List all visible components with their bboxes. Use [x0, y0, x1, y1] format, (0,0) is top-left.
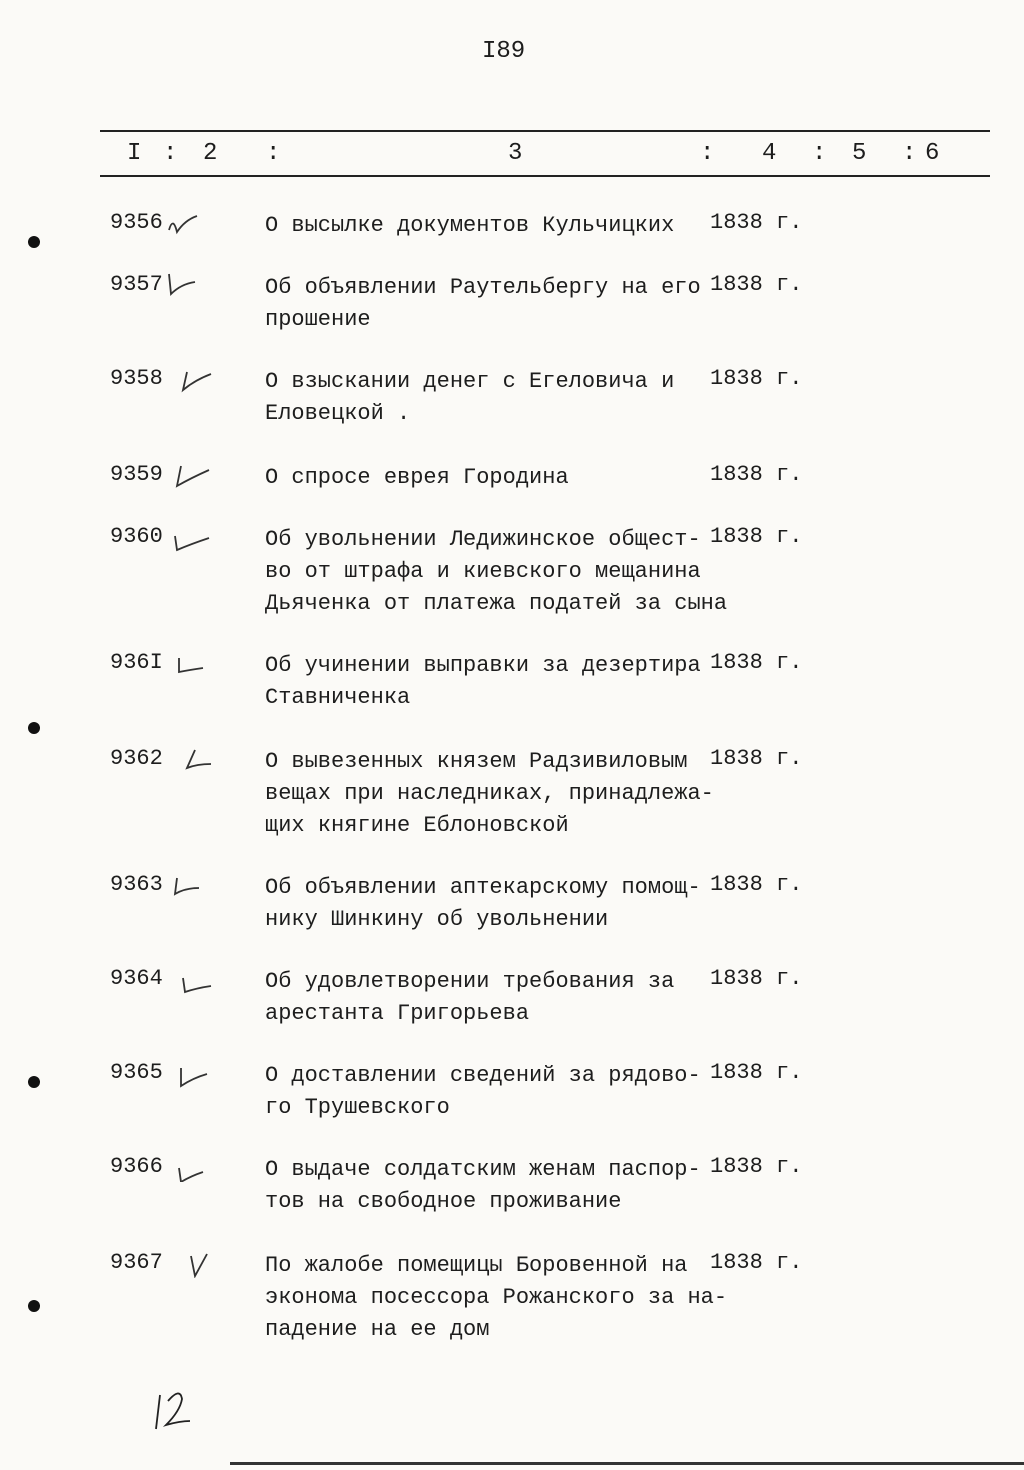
header-col-6: 6	[925, 140, 940, 167]
entry-year: 1838 г.	[710, 966, 803, 991]
entry-title	[265, 366, 725, 430]
check-mark-icon	[165, 648, 215, 678]
entry-title	[265, 746, 725, 842]
entry-title-line: вещах при наследниках, принадлежа-	[265, 781, 714, 806]
header-col-4: 4	[762, 140, 777, 167]
entry-year: 1838 г.	[710, 210, 803, 235]
entry-title	[265, 210, 725, 242]
entry-number: 9362	[110, 746, 163, 771]
header-separator: :	[812, 140, 827, 167]
entry-title	[265, 272, 725, 336]
entry-title-line: О спросе еврея Городина	[265, 465, 569, 490]
entry-number: 9359	[110, 462, 163, 487]
punch-hole	[28, 1300, 40, 1312]
entry-title	[265, 524, 728, 620]
punch-hole	[28, 236, 40, 248]
entry-year: 1838 г.	[710, 272, 803, 297]
entry-number: 9360	[110, 524, 163, 549]
entry-title-line: Об увольнении Ледижинское общест-	[265, 527, 701, 552]
check-mark-icon	[165, 460, 215, 490]
entry-title-line: прошение	[265, 307, 371, 332]
entry-number: 9366	[110, 1154, 163, 1179]
entry-number: 9363	[110, 872, 163, 897]
entry-year: 1838 г.	[710, 1250, 803, 1275]
check-mark-icon	[165, 1058, 215, 1088]
entry-title-line: го Трушевского	[265, 1095, 450, 1120]
entry-title	[265, 1154, 725, 1218]
entry-title-line: во от штрафа и киевского мещанина	[265, 559, 701, 584]
entry-title-line: О взыскании денег с Егеловича и	[265, 369, 675, 394]
entry-year: 1838 г.	[710, 1060, 803, 1085]
entry-title-line: Об учинении выправки за дезертира	[265, 653, 701, 678]
entry-number: 936I	[110, 650, 163, 675]
page-number: I89	[482, 38, 526, 65]
entry-title	[265, 1060, 725, 1124]
entry-year: 1838 г.	[710, 1154, 803, 1179]
check-mark-icon	[165, 208, 215, 238]
header-col-5: 5	[852, 140, 867, 167]
check-mark-icon	[165, 964, 215, 994]
check-mark-icon	[165, 364, 215, 394]
entry-title-line: По жалобе помещицы Боровенной на	[265, 1253, 688, 1278]
page-bottom-edge	[230, 1462, 1024, 1465]
entry-title-line: нику Шинкину об увольнении	[265, 907, 609, 932]
check-mark-icon	[165, 1248, 215, 1278]
entry-title-line: Об объявлении аптекарскому помощ-	[265, 875, 701, 900]
entry-title-line: О вывезенных князем Радзивиловым	[265, 749, 688, 774]
entry-title-line: Дьяченка от платежа податей за сына	[265, 591, 728, 616]
entry-title	[265, 650, 725, 714]
entry-title-line: О доставлении сведений за рядово-	[265, 1063, 701, 1088]
entry-title-line: эконома посессора Рожанского за на-	[265, 1285, 728, 1310]
header-bottom-rule	[100, 175, 990, 177]
entry-number: 9358	[110, 366, 163, 391]
entry-number: 9357	[110, 272, 163, 297]
header-separator: :	[163, 140, 178, 167]
check-mark-icon	[165, 870, 215, 900]
entry-number: 9365	[110, 1060, 163, 1085]
entry-year: 1838 г.	[710, 366, 803, 391]
header-separator: :	[700, 140, 715, 167]
check-mark-icon	[165, 1152, 215, 1182]
entry-title	[265, 872, 725, 936]
entry-number: 9356	[110, 210, 163, 235]
entry-title-line: арестанта Григорьева	[265, 1001, 530, 1026]
entry-year: 1838 г.	[710, 524, 803, 549]
punch-hole	[28, 1076, 40, 1088]
check-mark-icon	[165, 522, 215, 552]
entry-year: 1838 г.	[710, 462, 803, 487]
entry-title-line: Об объявлении Раутельбергу на его	[265, 275, 701, 300]
entry-title-line: Ставниченка	[265, 685, 411, 710]
header-top-rule	[100, 130, 990, 132]
entry-title	[265, 1250, 728, 1346]
entry-title-line: Еловецкой .	[265, 401, 411, 426]
header-col-1: I	[127, 140, 142, 167]
header-separator: :	[266, 140, 281, 167]
entry-title-line: О выдаче солдатским женам паспор-	[265, 1157, 701, 1182]
punch-hole	[28, 722, 40, 734]
entry-year: 1838 г.	[710, 872, 803, 897]
entry-year: 1838 г.	[710, 650, 803, 675]
entry-title-line: Об удовлетворении требования за	[265, 969, 675, 994]
entry-year: 1838 г.	[710, 746, 803, 771]
entry-title	[265, 462, 725, 494]
check-mark-icon	[165, 270, 215, 300]
entry-title-line: щих княгине Еблоновской	[265, 813, 569, 838]
entry-title-line: О высылке документов Кульчицких	[265, 213, 675, 238]
entry-title-line: падение на ее дом	[265, 1317, 490, 1342]
entry-number: 9364	[110, 966, 163, 991]
header-col-3: 3	[508, 140, 523, 167]
check-mark-icon	[165, 744, 215, 774]
header-separator: :	[902, 140, 917, 167]
header-col-2: 2	[203, 140, 218, 167]
entry-title	[265, 966, 725, 1030]
entry-number: 9367	[110, 1250, 163, 1275]
handwritten-note	[150, 1385, 200, 1435]
entry-title-line: тов на свободное проживание	[265, 1189, 622, 1214]
